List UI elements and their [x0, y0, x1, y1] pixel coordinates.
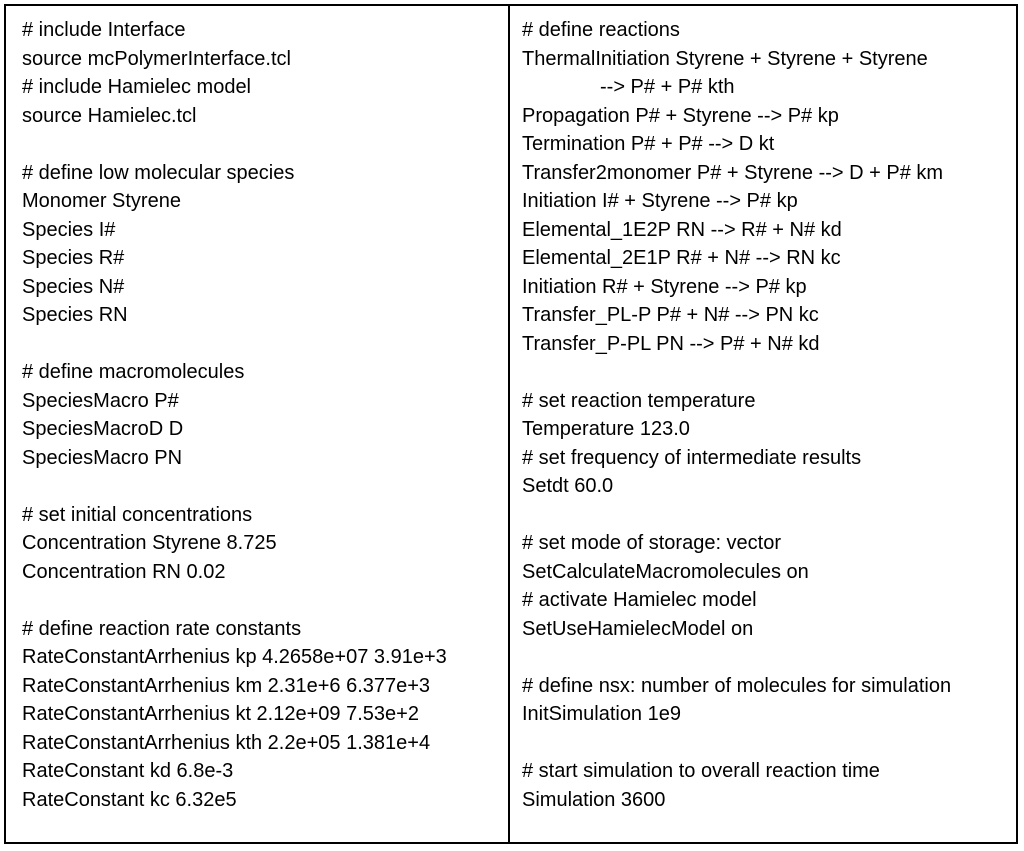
code-line: Elemental_1E2P RN --> R# + N# kd	[522, 218, 842, 241]
code-line: Elemental_2E1P R# + N# --> RN kc	[522, 247, 841, 269]
code-line: Species I#	[22, 218, 116, 241]
code-line: Simulation 3600	[522, 788, 666, 811]
comment-line: # define reactions	[522, 19, 680, 41]
code-line: Initiation I# + Styrene --> P# kp	[522, 190, 798, 212]
code-line: source mcPolymerInterface.tcl	[22, 47, 291, 70]
code-line: SpeciesMacro PN	[22, 446, 183, 469]
blank-line	[22, 330, 502, 359]
comment-line: # activate Hamielec model	[522, 589, 757, 611]
comment-line: # set initial concentrations	[22, 503, 253, 526]
code-line: source Hamielec.tcl	[22, 104, 197, 127]
code-line: RateConstantArrhenius km 2.31e+6 6.377e+3	[22, 674, 431, 697]
column-divider	[508, 6, 510, 842]
code-line: Setdt 60.0	[522, 475, 614, 497]
code-line: Transfer2monomer P# + Styrene --> D + P# km	[522, 161, 944, 184]
code-line: RateConstantArrhenius kth 2.2e+05 1.381e+4	[22, 731, 431, 754]
code-line: Species RN	[22, 304, 128, 326]
comment-line: # set frequency of intermediate results	[522, 446, 862, 469]
code-line: Concentration RN 0.02	[22, 560, 226, 583]
code-line: Species R#	[22, 247, 125, 269]
comment-line: # define nsx: number of molecules for simulation	[522, 674, 952, 697]
code-line: RateConstantArrhenius kt 2.12e+09 7.53e+2	[22, 703, 419, 725]
comment-line: # define macromolecules	[22, 361, 245, 383]
comment-line: # start simulation to overall reaction time	[522, 760, 880, 782]
blank-line	[522, 643, 1016, 672]
blank-line	[22, 472, 502, 501]
comment-line: # define low molecular species	[22, 161, 295, 184]
code-line: Transfer_P-PL PN --> P# + N# kd	[522, 332, 820, 355]
code-line: Species N#	[22, 275, 125, 298]
code-line: Initiation R# + Styrene --> P# kp	[522, 275, 807, 298]
code-line: InitSimulation 1e9	[522, 703, 681, 725]
code-line: RateConstantArrhenius kp 4.2658e+07 3.91e+3	[22, 646, 447, 668]
comment-line: # define reaction rate constants	[22, 617, 302, 640]
comment-line: # set mode of storage: vector	[522, 532, 782, 554]
code-line: Concentration Styrene 8.725	[22, 532, 277, 554]
right-script-column	[522, 16, 1016, 814]
code-line: Termination P# + P# --> D kt	[522, 133, 775, 155]
blank-line	[522, 729, 1016, 758]
code-line: RateConstant kc 6.32e5	[22, 788, 237, 811]
comment-line: # set reaction temperature	[522, 389, 756, 412]
blank-line	[522, 501, 1016, 530]
code-line: Transfer_PL-P P# + N# --> PN kc	[522, 304, 819, 326]
blank-line	[22, 130, 502, 159]
code-line: SetCalculateMacromolecules on	[522, 560, 809, 583]
blank-line	[22, 586, 502, 615]
left-script-column	[22, 16, 502, 814]
code-line: RateConstant kd 6.8e-3	[22, 760, 234, 782]
code-line: SpeciesMacro P#	[22, 389, 179, 412]
code-line: ThermalInitiation Styrene + Styrene + Styrene	[522, 47, 928, 70]
script-table	[4, 4, 1018, 844]
code-line: SpeciesMacroD D	[22, 418, 184, 440]
blank-line	[522, 358, 1016, 387]
code-line-continuation: --> P# + P# kth	[600, 76, 735, 98]
comment-line: # include Hamielec model	[22, 76, 252, 98]
code-line: Temperature 123.0	[522, 418, 690, 440]
code-line: SetUseHamielecModel on	[522, 617, 754, 640]
code-line: Monomer Styrene	[22, 190, 181, 212]
code-line: Propagation P# + Styrene --> P# kp	[522, 104, 839, 127]
comment-line: # include Interface	[22, 19, 186, 41]
